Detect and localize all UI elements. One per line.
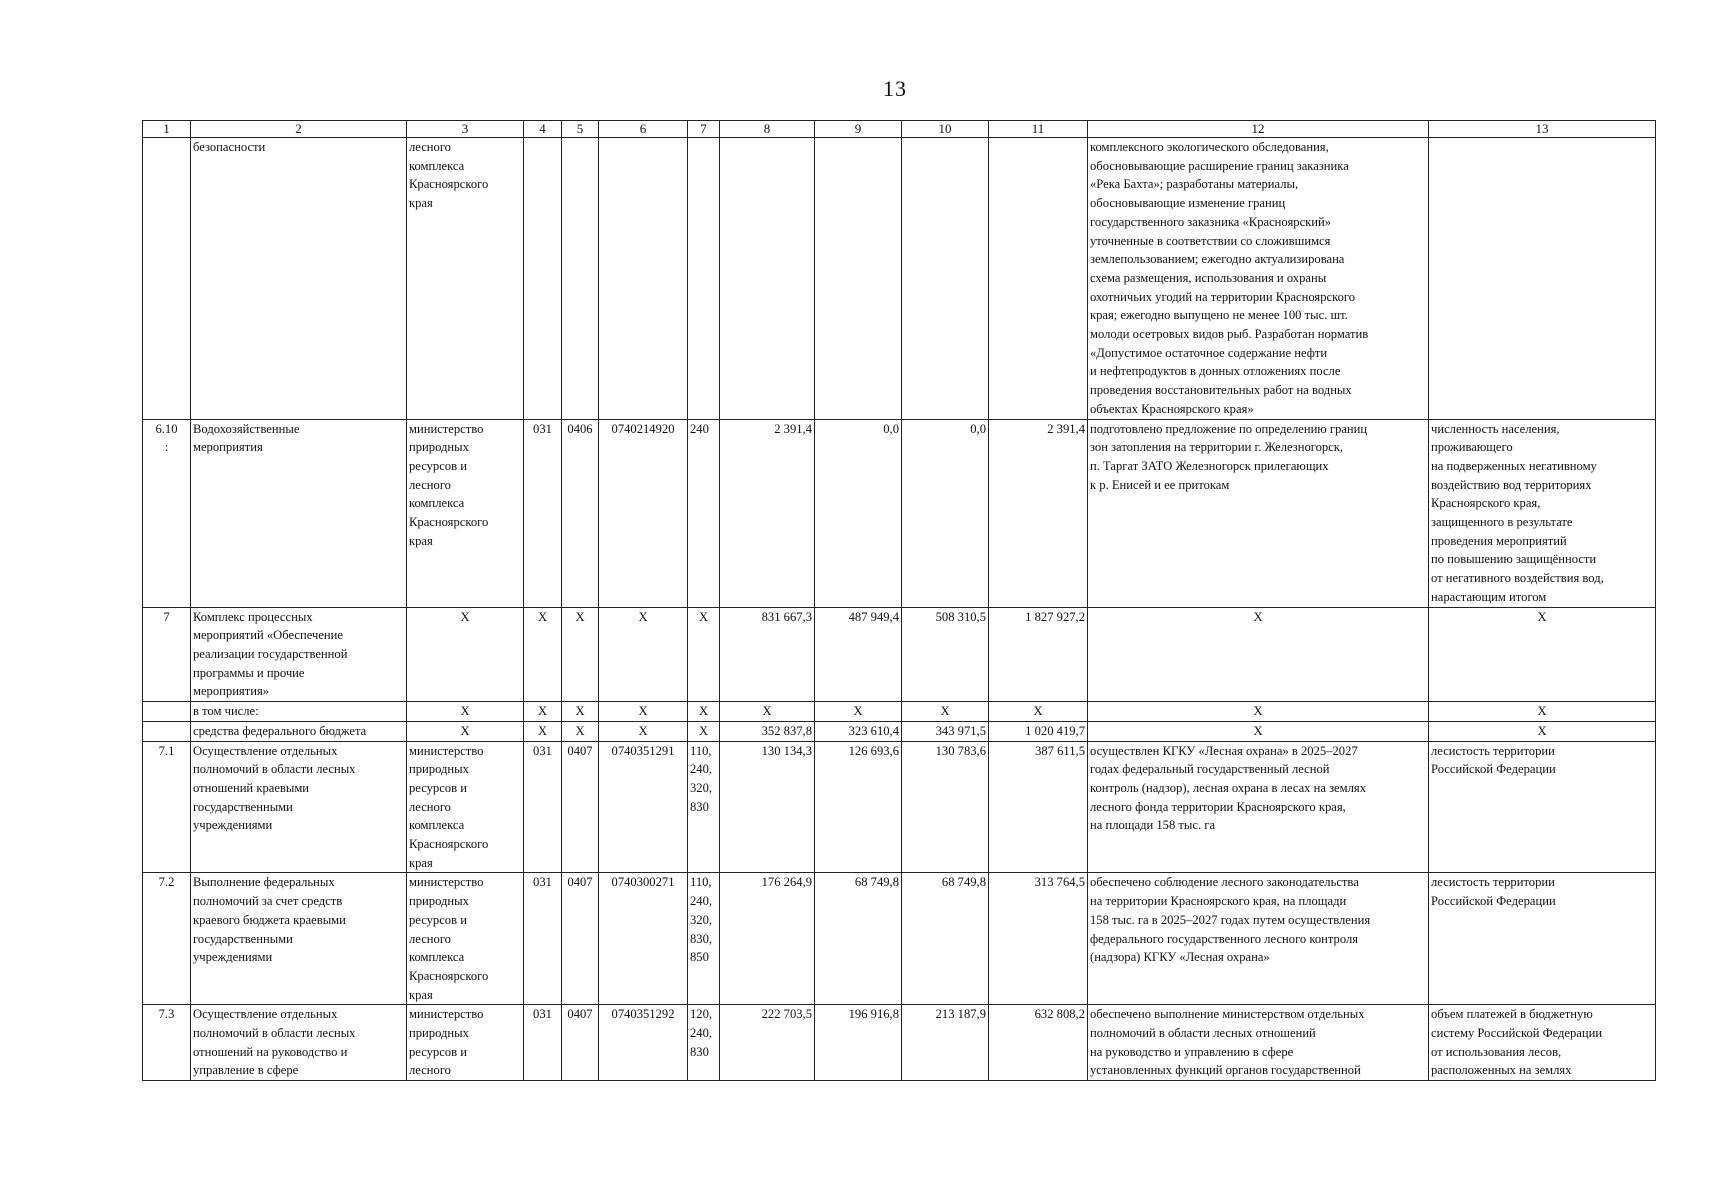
column-number: 8 [720,121,815,138]
table-cell: 0740351291 [599,741,688,873]
table-cell: 2 391,4 [720,419,815,607]
table-cell: 0740300271 [599,873,688,1005]
table-cell: 0740214920 [599,419,688,607]
table-cell [720,138,815,420]
column-number-row [143,121,1656,138]
table-cell: X [562,702,599,722]
table-cell: 7.3 [143,1005,191,1081]
page-number: 13 [883,76,907,101]
table-cell: X [407,721,524,741]
table-cell: 831 667,3 [720,607,815,702]
table-cell: X [688,607,720,702]
table-cell: 7.2 [143,873,191,1005]
table-cell: 130 134,3 [720,741,815,873]
table-row [143,721,1656,741]
table-cell: 031 [524,741,562,873]
table-cell: 0407 [562,873,599,1005]
table-cell: X [1088,607,1429,702]
column-number: 11 [989,121,1088,138]
table-cell: Комплекс процессных мероприятий «Обеспечение реализации государственной программы и прочие мероприятия» [191,607,407,702]
table-row [143,873,1656,1005]
table-row [143,1005,1656,1081]
table-cell: безопасности [191,138,407,420]
table-cell: X [599,702,688,722]
table-cell: X [688,702,720,722]
table-cell: X [599,721,688,741]
table-cell [524,138,562,420]
table-cell: в том числе: [191,702,407,722]
table-cell: X [720,702,815,722]
table-cell [989,138,1088,420]
table-cell: 120, 240, 830 [688,1005,720,1081]
table-row [143,419,1656,607]
table-cell: X [1429,721,1656,741]
table-cell: объем платежей в бюджетную систему Российской Федерации от использования лесов, расположенных на землях [1429,1005,1656,1081]
table-cell: X [1429,607,1656,702]
table-cell: Осуществление отдельных полномочий в области лесных отношений на руководство и управление в сфере [191,1005,407,1081]
table-cell [815,138,902,420]
table-cell: министерство природных ресурсов и лесного комплекса Красноярского края [407,419,524,607]
table-cell: 196 916,8 [815,1005,902,1081]
table-cell: 176 264,9 [720,873,815,1005]
table-cell: 0,0 [902,419,989,607]
table-row [143,138,1656,420]
table-row [143,702,1656,722]
table-cell: 222 703,5 [720,1005,815,1081]
table-cell: X [1088,721,1429,741]
table-cell [902,138,989,420]
table-cell: министерство природных ресурсов и лесного комплекса Красноярского края [407,741,524,873]
table-cell: 352 837,8 [720,721,815,741]
table-cell: осуществлен КГКУ «Лесная охрана» в 2025–2027 годах федеральный государственный лесной контроль (надзор), лесная охрана в лесах на землях лесного фонда территории Красноярского края, на площади 158 тыс. га [1088,741,1429,873]
table-cell [599,138,688,420]
table-cell: X [1088,702,1429,722]
table-cell: 0740351292 [599,1005,688,1081]
table-cell: 1 020 419,7 [989,721,1088,741]
table-cell: X [1429,702,1656,722]
table-cell: 031 [524,873,562,1005]
table-cell: 313 764,5 [989,873,1088,1005]
column-number: 3 [407,121,524,138]
table-cell: Осуществление отдельных полномочий в области лесных отношений краевыми государственными учреждениями [191,741,407,873]
table-cell: X [524,607,562,702]
table-cell: 031 [524,1005,562,1081]
table-cell: лесистость территории Российской Федерации [1429,741,1656,873]
table-cell: 0,0 [815,419,902,607]
column-number: 4 [524,121,562,138]
table-cell: 213 187,9 [902,1005,989,1081]
table-cell: X [599,607,688,702]
column-number: 7 [688,121,720,138]
table-cell [143,721,191,741]
table-cell: 0406 [562,419,599,607]
table-cell: 387 611,5 [989,741,1088,873]
table-cell: X [902,702,989,722]
table-cell: 126 693,6 [815,741,902,873]
table-cell: Выполнение федеральных полномочий за счет средств краевого бюджета краевыми государственными учреждениями [191,873,407,1005]
table-row [143,607,1656,702]
column-number: 6 [599,121,688,138]
table-cell [143,138,191,420]
table-cell: 68 749,8 [902,873,989,1005]
table-cell [688,138,720,420]
column-number: 10 [902,121,989,138]
table-row [143,741,1656,873]
table-cell: 632 808,2 [989,1005,1088,1081]
table-cell: 323 610,4 [815,721,902,741]
table-cell: лесистость территории Российской Федерации [1429,873,1656,1005]
table-cell: X [524,721,562,741]
table-cell: 110, 240, 320, 830, 850 [688,873,720,1005]
table-cell: лесного комплекса Красноярского края [407,138,524,420]
table-cell: подготовлено предложение по определению границ зон затопления на территории г. Железногорск, п. Таргат ЗАТО Железногорск прилегающих к р. Енисей и ее притокам [1088,419,1429,607]
table-cell: X [407,607,524,702]
table-cell [1429,138,1656,420]
table-cell: X [562,721,599,741]
table-cell: министерство природных ресурсов и лесного [407,1005,524,1081]
table-cell: 130 783,6 [902,741,989,873]
table-cell: 2 391,4 [989,419,1088,607]
table-cell: X [688,721,720,741]
table-cell: 7.1 [143,741,191,873]
column-number: 1 [143,121,191,138]
table-cell: 6.10 : [143,419,191,607]
table-cell: 031 [524,419,562,607]
table-cell: X [815,702,902,722]
table-cell: комплексного экологического обследования, обосновывающие расширение границ заказника «Река Бахта»; разработаны материалы, обосновывающие изменение границ государственного заказника «Красноярский» уточненные в соответствии со сложившимся землепользованием; ежегодно актуализирована схема размещения, использования и охраны охотничьих угодий на территории Красноярского края; ежегодно выпущено не менее 100 тыс. шт. молоди осетровых видов рыб. Разработан норматив «Допустимое остаточное содержание нефти и нефтепродуктов в донных отложениях после проведения восстановительных работ на водных объектах Красноярского края» [1088,138,1429,420]
table-cell: 508 310,5 [902,607,989,702]
table-cell: 1 827 927,2 [989,607,1088,702]
table-cell: Водохозяйственные мероприятия [191,419,407,607]
table-cell: 110, 240, 320, 830 [688,741,720,873]
table-cell [143,702,191,722]
table-cell: 68 749,8 [815,873,902,1005]
table-cell: 343 971,5 [902,721,989,741]
table-cell: X [989,702,1088,722]
column-number: 5 [562,121,599,138]
table-cell [562,138,599,420]
table-cell: 0407 [562,1005,599,1081]
table-cell: средства федерального бюджета [191,721,407,741]
column-number: 13 [1429,121,1656,138]
column-number: 12 [1088,121,1429,138]
table-cell: X [562,607,599,702]
table-cell: обеспечено выполнение министерством отдельных полномочий в области лесных отношений на руководство и управлению в сфере установленных функций органов государственной [1088,1005,1429,1081]
table-cell: 7 [143,607,191,702]
table-cell: 487 949,4 [815,607,902,702]
table-cell: 240 [688,419,720,607]
table-cell: X [524,702,562,722]
table-cell: численность населения, проживающего на подверженных негативному воздействию вод территориях Красноярского края, защищенного в результате проведения мероприятий по повышению защищённости от негативного воздействия вод, нарастающим итогом [1429,419,1656,607]
budget-table [142,120,1656,1081]
table-cell: X [407,702,524,722]
table-cell: 0407 [562,741,599,873]
table-cell: министерство природных ресурсов и лесного комплекса Красноярского края [407,873,524,1005]
column-number: 9 [815,121,902,138]
column-number: 2 [191,121,407,138]
table-cell: обеспечено соблюдение лесного законодательства на территории Красноярского края, на площади 158 тыс. га в 2025–2027 годах путем осуществления федерального государственного лесного контроля (надзора) КГКУ «Лесная охрана» [1088,873,1429,1005]
